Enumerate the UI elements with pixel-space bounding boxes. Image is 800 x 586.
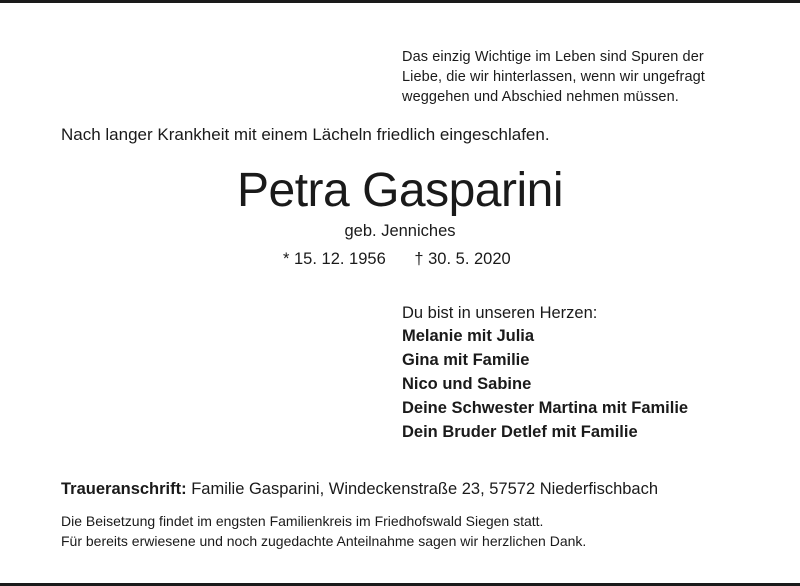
address-label: Traueranschrift: xyxy=(61,480,187,498)
closing-line: Die Beisetzung findet im engsten Familienkreis im Friedhofswald Siegen statt. xyxy=(61,513,544,529)
intro-text: Nach langer Krankheit mit einem Lächeln friedlich eingeschlafen. xyxy=(61,125,550,144)
mourning-address xyxy=(61,477,658,501)
address-text: Familie Gasparini, Windeckenstraße 23, 57572 Niederfischbach xyxy=(191,480,659,498)
quote-line: Liebe, die wir hinterlassen, wenn wir ungefragt xyxy=(402,69,705,85)
memorial-quote xyxy=(402,47,742,107)
closing-text xyxy=(61,511,586,551)
family-heading: Du bist in unseren Herzen: xyxy=(402,304,598,322)
maiden-name: geb. Jenniches xyxy=(344,222,456,240)
closing-line: Für bereits erwiesene und noch zugedachte Anteilnahme sagen wir herzlichen Dank. xyxy=(61,533,587,549)
mourners-list xyxy=(402,324,688,444)
birth-date: * 15. 12. 1956 xyxy=(283,250,386,268)
mourner-item: Nico und Sabine xyxy=(402,375,532,393)
quote-line: Das einzig Wichtige im Leben sind Spuren der xyxy=(402,49,704,65)
death-date: † 30. 5. 2020 xyxy=(414,250,511,268)
quote-line: weggehen und Abschied nehmen müssen. xyxy=(402,89,679,105)
mourner-item: Melanie mit Julia xyxy=(402,327,535,345)
mourner-item: Gina mit Familie xyxy=(402,351,530,369)
deceased-name: Petra Gasparini xyxy=(237,164,563,217)
mourner-item: Deine Schwester Martina mit Familie xyxy=(402,399,689,417)
mourner-item: Dein Bruder Detlef mit Familie xyxy=(402,423,638,441)
life-dates xyxy=(283,248,511,270)
